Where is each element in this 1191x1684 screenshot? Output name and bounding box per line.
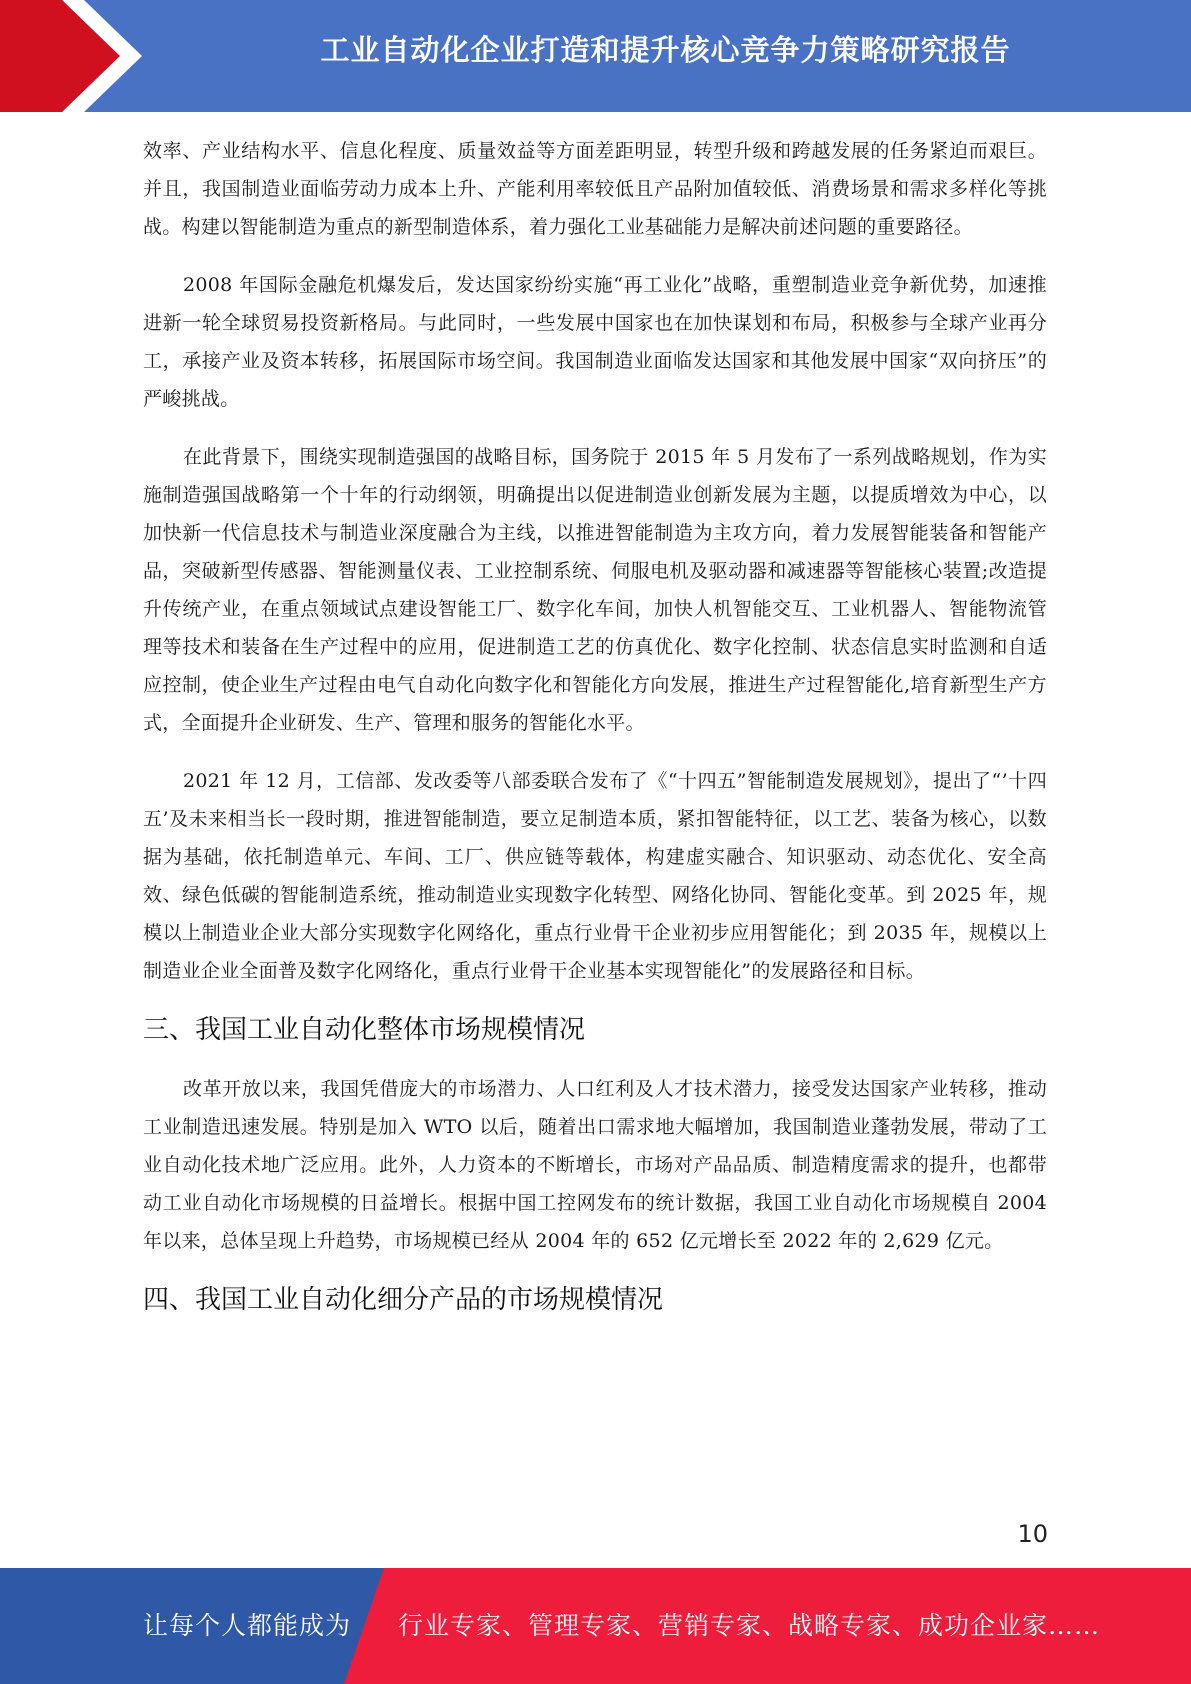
document-body <box>143 132 1047 1340</box>
footer-slogan-left: 让每个人都能成为 <box>143 1611 352 1640</box>
paragraph-manufacturing-strategy: 在此背景下，围绕实现制造强国的战略目标，国务院于 2015 年 5 月发布了一系列战略规划，作为实施制造强国战略第一个十年的行动纲领，明确提出以促进制造业创新发展为主题，以提质增效为中心，以加快新一代信息技术与制造业深度融合为主线，以推进智能制造为主攻方向，着力发展智能装备和智能产品，突破新型传感器、智能测量仪表、工业控制系统、伺服电机及驱动器和减速器等智能核心装置;改造提升传统产业，在重点领域试点建设智能工厂、数字化车间，加快人机智能交互、工业机器人、智能物流管理等技术和装备在生产过程中的应用，促进制造工艺的仿真优化、数字化控制、状态信息实时监测和自适应控制，使企业生产过程由电气自动化向数字化和智能化方向发展，推进生产过程智能化,培育新型生产方式，全面提升企业研发、生产、管理和服务的智能化水平。 <box>143 446 1047 734</box>
page-header <box>0 0 1191 112</box>
section-heading-3: 三、我国工业自动化整体市场规模情况 <box>143 1015 586 1045</box>
report-title: 工业自动化企业打造和提升核心竞争力策略研究报告 <box>320 33 1011 67</box>
section-heading-4: 四、我国工业自动化细分产品的市场规模情况 <box>143 1285 664 1315</box>
paragraph-financial-crisis: 2008 年国际金融危机爆发后，发达国家纷纷实施“再工业化”战略，重塑制造业竞争新优势，加速推进新一轮全球贸易投资新格局。与此同时，一些发展中国家也在加快谋划和布局，积极参与全球产业再分工，承接产业及资本转移，拓展国际市场空间。我国制造业面临发达国家和其他发展中国家“双向挤压”的严峻挑战。 <box>143 274 1047 410</box>
paragraph-continuation: 效率、产业结构水平、信息化程度、质量效益等方面差距明显，转型升级和跨越发展的任务紧迫而艰巨。并且，我国制造业面临劳动力成本上升、产能利用率较低且产品附加值较低、消费场景和需求多样化等挑战。构建以智能制造为重点的新型制造体系，着力强化工业基础能力是解决前述问题的重要路径。 <box>143 140 1047 238</box>
page-footer <box>0 1568 1191 1684</box>
page-number: 10 <box>1017 1520 1048 1548</box>
paragraph-market-size: 改革开放以来，我国凭借庞大的市场潜力、人口红利及人才技术潜力，接受发达国家产业转移，推动工业制造迅速发展。特别是加入 WTO 以后，随着出口需求地大幅增加，我国制造业蓬勃发展，带动了工业自动化技术地广泛应用。此外，人力资本的不断增长，市场对产品品质、制造精度需求的提升，也都带动工业自动化市场规模的日益增长。根据中国工控网发布的统计数据，我国工业自动化市场规模自 2004 年以来，总体呈现上升趋势，市场规模已经从 2004 年的 652 亿元增长至 2022 年的 2,629 亿元。 <box>143 1078 1047 1252</box>
paragraph-14th-five-year-plan: 2021 年 12 月，工信部、发改委等八部委联合发布了《“十四五”智能制造发展规划》，提出了“’十四五’及未来相当长一段时期，推进智能制造，要立足制造本质，紧扣智能特征，以工艺、装备为核心，以数据为基础，依托制造单元、车间、工厂、供应链等载体，构建虚实融合、知识驱动、动态优化、安全高效、绿色低碳的智能制造系统，推动制造业实现数字化转型、网络化协同、智能化变革。到 2025 年，规模以上制造业企业大部分实现数字化网络化，重点行业骨干企业初步应用智能化；到 2035 年，规模以上制造业企业全面普及数字化网络化，重点行业骨干企业基本实现智能化”的发展路径和目标。 <box>143 770 1047 982</box>
footer-slogan-right: 行业专家、管理专家、营销专家、战略专家、成功企业家…… <box>398 1611 1101 1640</box>
